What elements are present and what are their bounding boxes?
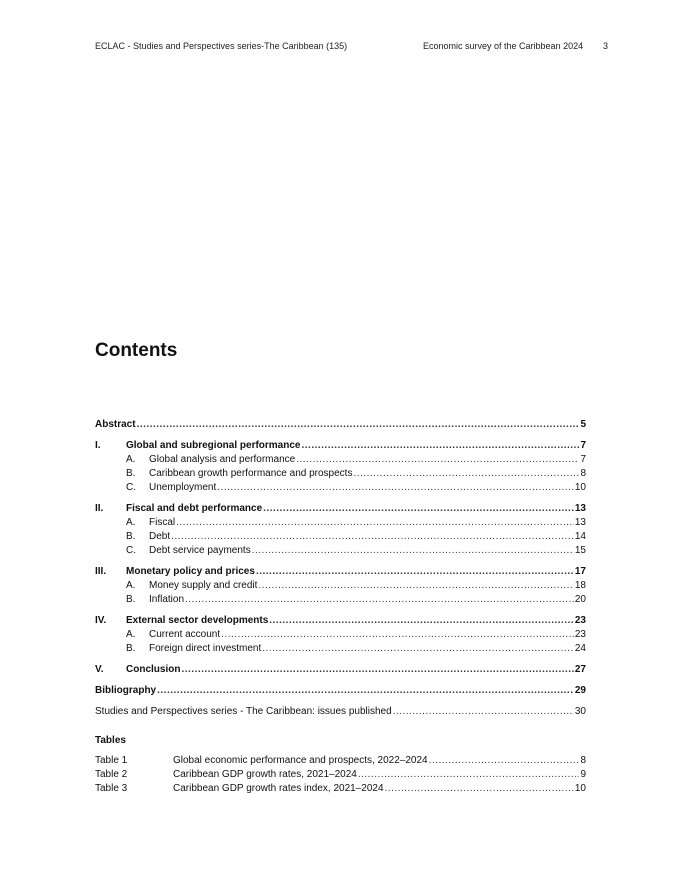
dot-leader: [256, 565, 574, 579]
toc-entry-page: 18: [574, 580, 586, 591]
dot-leader: [185, 593, 574, 607]
toc-entry-label: Conclusion: [126, 664, 181, 675]
dot-leader: [176, 516, 574, 530]
toc-entry-page: 14: [574, 531, 586, 542]
table-title: Caribbean GDP growth rates index, 2021–2024: [173, 783, 384, 794]
toc-entry-label: Fiscal: [149, 517, 176, 528]
toc-entry-label: Unemployment: [149, 482, 217, 493]
toc-subsection-letter: A.: [126, 629, 136, 640]
toc-subsection[interactable]: [95, 481, 586, 495]
toc-subsection[interactable]: [95, 467, 586, 481]
toc-entry-bibliography[interactable]: [95, 684, 586, 698]
toc-section-1[interactable]: [95, 439, 586, 453]
table-page: 8: [580, 755, 586, 766]
toc-section-number: III.: [95, 566, 107, 577]
toc-subsection[interactable]: [95, 579, 586, 593]
toc-subsection-letter: B.: [126, 643, 136, 654]
toc-entry-label: Global and subregional performance: [126, 440, 301, 451]
toc-subsection-letter: C.: [126, 545, 136, 556]
toc-section-4[interactable]: [95, 614, 586, 628]
table-label: Table 1: [95, 755, 128, 766]
toc-entry-label: Current account: [149, 629, 221, 640]
toc-entry-page: 13: [574, 517, 586, 528]
toc-entry-page: 13: [574, 503, 586, 514]
dot-leader: [217, 481, 574, 495]
toc-subsection[interactable]: [95, 453, 586, 467]
toc-section-3[interactable]: [95, 565, 586, 579]
dot-leader: [258, 579, 573, 593]
toc-entry-label: Caribbean growth performance and prospects: [149, 468, 353, 479]
toc-entry-page: 7: [580, 440, 586, 451]
toc-section-number: II.: [95, 503, 104, 514]
toc-entry-page: 15: [574, 545, 586, 556]
toc-entry-page: 7: [580, 454, 586, 465]
dot-leader: [263, 502, 574, 516]
table-title: Caribbean GDP growth rates, 2021–2024: [173, 769, 357, 780]
toc-entry-label: Debt: [149, 531, 171, 542]
table-page: 10: [574, 783, 586, 794]
dot-leader: [171, 530, 574, 544]
tables-list: [95, 754, 586, 796]
toc-entry-page: 30: [574, 706, 586, 717]
toc-entry-label: Abstract: [95, 419, 136, 430]
dot-leader: [358, 768, 580, 782]
toc-subsection-letter: B.: [126, 468, 136, 479]
running-header-left: ECLAC - Studies and Perspectives series-The Caribbean (135): [95, 41, 348, 51]
toc-entry-label: Money supply and credit: [149, 580, 258, 591]
dot-leader: [353, 467, 579, 481]
dot-leader: [252, 544, 574, 558]
toc-subsection-letter: A.: [126, 454, 136, 465]
tables-heading: Tables: [95, 735, 126, 746]
toc-entry-page: 24: [574, 643, 586, 654]
dot-leader: [301, 439, 579, 453]
toc-section-number: V.: [95, 664, 104, 675]
toc-entry-page: 23: [574, 629, 586, 640]
toc-section-2[interactable]: [95, 502, 586, 516]
toc-subsection-letter: C.: [126, 482, 136, 493]
page-number: 3: [603, 41, 609, 51]
toc-entry-page: 5: [580, 419, 586, 430]
toc-entry-abstract[interactable]: [95, 418, 586, 432]
toc-entry-page: 29: [574, 685, 586, 696]
dot-leader: [137, 418, 580, 432]
dot-leader: [181, 663, 573, 677]
table-label: Table 3: [95, 783, 128, 794]
toc-entry-page: 8: [580, 468, 586, 479]
dot-leader: [262, 642, 574, 656]
toc-entry-series[interactable]: [95, 705, 586, 719]
toc-subsection-letter: A.: [126, 580, 136, 591]
toc-entry-page: 23: [574, 615, 586, 626]
running-header-right: Economic survey of the Caribbean 2024: [423, 41, 584, 51]
toc-entry-page: 17: [574, 566, 586, 577]
dot-leader: [157, 684, 574, 698]
dot-leader: [429, 754, 580, 768]
toc-subsection-letter: B.: [126, 531, 136, 542]
toc-entry-label: Inflation: [149, 594, 185, 605]
table-list-entry[interactable]: [95, 754, 586, 768]
dot-leader: [296, 453, 579, 467]
toc-subsection[interactable]: [95, 530, 586, 544]
table-of-contents: [95, 418, 586, 796]
toc-entry-label: Debt service payments: [149, 545, 251, 556]
toc-subsection[interactable]: [95, 593, 586, 607]
toc-entry-label: Bibliography: [95, 685, 157, 696]
toc-entry-page: 20: [574, 594, 586, 605]
toc-entry-label: Fiscal and debt performance: [126, 503, 263, 514]
table-list-entry[interactable]: [95, 782, 586, 796]
toc-entry-label: External sector developments: [126, 615, 269, 626]
toc-section-5[interactable]: [95, 663, 586, 677]
toc-section-number: I.: [95, 440, 101, 451]
toc-subsection[interactable]: [95, 628, 586, 642]
toc-entry-page: 10: [574, 482, 586, 493]
dot-leader: [385, 782, 574, 796]
table-title: Global economic performance and prospects, 2022–2024: [173, 755, 428, 766]
toc-entry-label: Foreign direct investment: [149, 643, 262, 654]
toc-entry-label: Monetary policy and prices: [126, 566, 255, 577]
table-label: Table 2: [95, 769, 128, 780]
toc-section-number: IV.: [95, 615, 107, 626]
dot-leader: [221, 628, 574, 642]
toc-entry-label: Studies and Perspectives series - The Caribbean: issues published: [95, 706, 392, 717]
table-page: 9: [580, 769, 586, 780]
toc-entry-page: 27: [574, 664, 586, 675]
toc-entry-label: Global analysis and performance: [149, 454, 296, 465]
toc-subsection-letter: B.: [126, 594, 136, 605]
table-list-entry[interactable]: [95, 768, 586, 782]
toc-subsection[interactable]: [95, 544, 586, 558]
toc-subsection-letter: A.: [126, 517, 136, 528]
toc-subsection[interactable]: [95, 642, 586, 656]
page-title: Contents: [95, 340, 178, 361]
toc-subsection[interactable]: [95, 516, 586, 530]
dot-leader: [393, 705, 574, 719]
dot-leader: [269, 614, 574, 628]
